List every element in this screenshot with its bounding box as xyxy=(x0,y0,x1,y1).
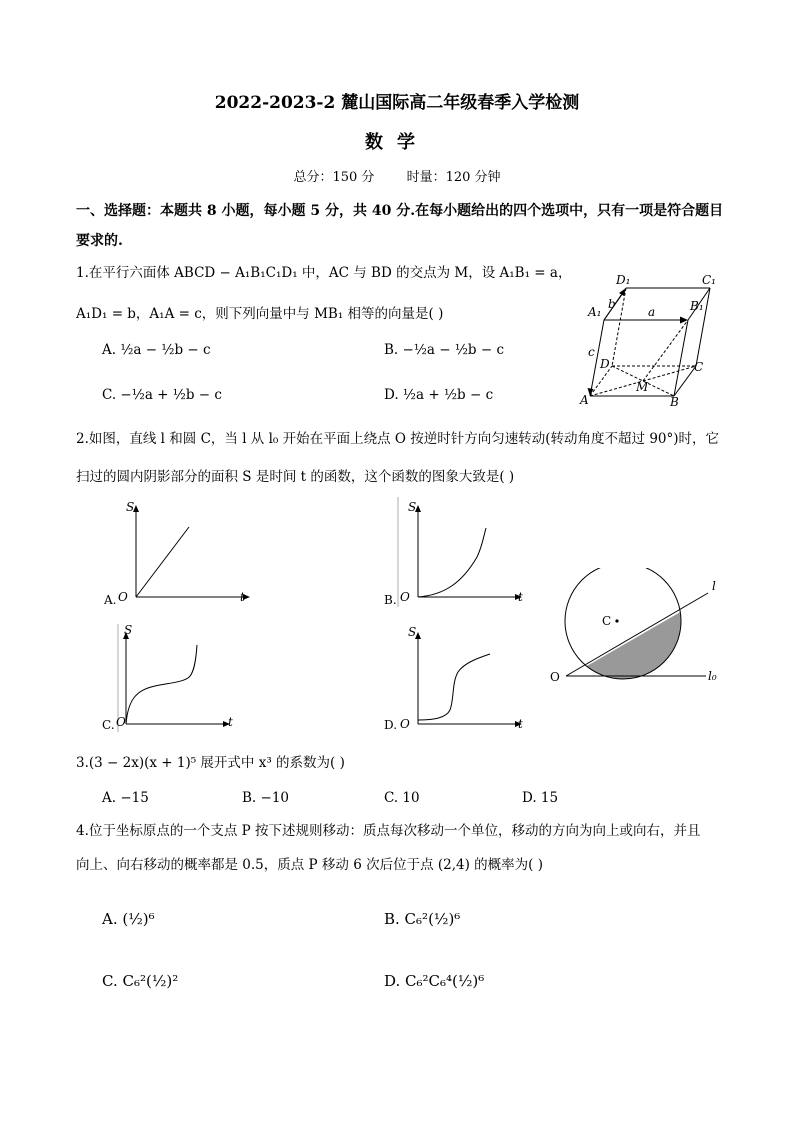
graph-a-label: A. xyxy=(104,593,117,607)
graph-d-t-label: t xyxy=(518,717,523,731)
section-heading: 一、选择题：本题共 8 小题，每小题 5 分，共 40 分.在每小题给出的四个选项中，只有一项是符合题目要求的. xyxy=(76,203,724,249)
q4-line1: 4.位于坐标原点的一个支点 P 按下述规则移动：质点每次移动一个单位，移动的方向为向上或向右，并且 xyxy=(76,823,701,839)
q2-graph-d xyxy=(382,620,542,735)
graph-a-t-label: t xyxy=(240,590,245,604)
label-d: D xyxy=(600,357,610,371)
q3-option-c: C. 10 xyxy=(384,790,420,806)
exam-subject: 数学 xyxy=(365,132,429,153)
circle-label-c: C xyxy=(602,614,612,628)
q2-line1: 2.如图，直线 l 和圆 C，当 l 从 l₀ 开始在平面上绕点 O 按逆时针方向匀速转动(转动角度不超过 90°)时，它 xyxy=(76,431,720,447)
circle-label-l0: l₀ xyxy=(708,669,717,683)
edge-bc xyxy=(674,366,696,396)
q1-option-a: A. ½a − ½b − c xyxy=(102,342,211,358)
exam-title: 2022-2023-2 麓山国际高二年级春季入学检测 xyxy=(214,93,580,113)
graph-d-label: D. xyxy=(384,718,398,732)
q1-option-b: B. −½a − ½b − c xyxy=(384,342,505,358)
label-c: c xyxy=(588,345,595,359)
graph-c-label: C. xyxy=(102,718,115,732)
q3-stem: 3.(3 − 2x)(x + 1)⁵ 展开式中 x³ 的系数为( ) xyxy=(76,755,345,771)
graph-b-origin: O xyxy=(400,590,410,604)
graph-b-curve xyxy=(418,528,486,597)
graph-c-curve xyxy=(126,645,197,724)
label-a1: A₁ xyxy=(588,305,602,319)
q2-line2: 扫过的圆内阴影部分的面积 S 是时间 t 的函数，这个函数的图象大致是( ) xyxy=(76,469,515,485)
q1-option-c: C. −½a + ½b − c xyxy=(102,387,222,403)
graph-a-s-label: S xyxy=(126,500,135,514)
q1-line2: A₁D₁ = b，A₁A = c，则下列向量中与 MB₁ 相等的向量是( ) xyxy=(76,306,444,322)
graph-d-s-label: S xyxy=(408,625,417,639)
center-point xyxy=(615,619,618,622)
q2-circle-figure xyxy=(538,568,728,688)
q4-line2: 向上、向右移动的概率都是 0.5，质点 P 移动 6 次后位于点 (2,4) 的概率为( ) xyxy=(76,857,544,873)
graph-c-origin: O xyxy=(116,715,126,729)
q4-option-b: B. C₆²(½)⁶ xyxy=(384,910,461,928)
label-c1: C₁ xyxy=(702,273,716,287)
label-b-point: B xyxy=(670,395,679,408)
circle-label-l: l xyxy=(712,579,716,593)
graph-d-curve xyxy=(418,654,490,720)
q4-option-a: A. (½)⁶ xyxy=(102,910,155,928)
vector-a-arrow xyxy=(680,317,688,324)
q3-option-b: B. −10 xyxy=(242,790,289,806)
graph-c-t-label: t xyxy=(228,715,233,729)
time-limit: 时量：120 分钟 xyxy=(406,170,501,185)
graph-b-label: B. xyxy=(384,593,397,607)
circle-label-o: O xyxy=(550,670,560,684)
q1-line1: 1.在平行六面体 ABCD − A₁B₁C₁D₁ 中，AC 与 BD 的交点为 M，设 A₁B₁ = a， xyxy=(76,265,572,281)
q1-parallelepiped-figure xyxy=(578,258,728,408)
q1-option-d: D. ½a + ½b − c xyxy=(384,387,494,403)
graph-b-s-label: S xyxy=(408,500,417,514)
label-b: b xyxy=(608,297,616,311)
q3-option-d: D. 15 xyxy=(522,790,559,806)
q2-graph-b xyxy=(382,495,542,615)
total-score: 总分：150 分 xyxy=(293,170,375,185)
graph-c-s-label: S xyxy=(124,623,133,637)
graph-a-curve xyxy=(136,527,189,597)
graph-b-t-label: t xyxy=(518,590,523,604)
q4-option-c: C. C₆²(½)² xyxy=(102,972,179,990)
label-c-point: C xyxy=(694,360,704,374)
q2-graph-c xyxy=(100,620,260,735)
label-a: a xyxy=(648,305,656,319)
q3-option-a: A. −15 xyxy=(102,790,149,806)
label-b1: B₁ xyxy=(690,299,704,313)
q4-option-d: D. C₆²C₆⁴(½)⁶ xyxy=(384,972,485,990)
label-a-point: A xyxy=(580,393,589,407)
q2-graph-a xyxy=(100,495,260,615)
edge-b1b xyxy=(674,320,688,396)
label-m: M xyxy=(636,380,649,394)
vec-mb1 xyxy=(643,320,688,381)
graph-d-origin: O xyxy=(400,717,410,731)
graph-a-origin: O xyxy=(118,590,128,604)
exam-meta xyxy=(0,166,794,185)
label-d1: D₁ xyxy=(616,273,631,287)
